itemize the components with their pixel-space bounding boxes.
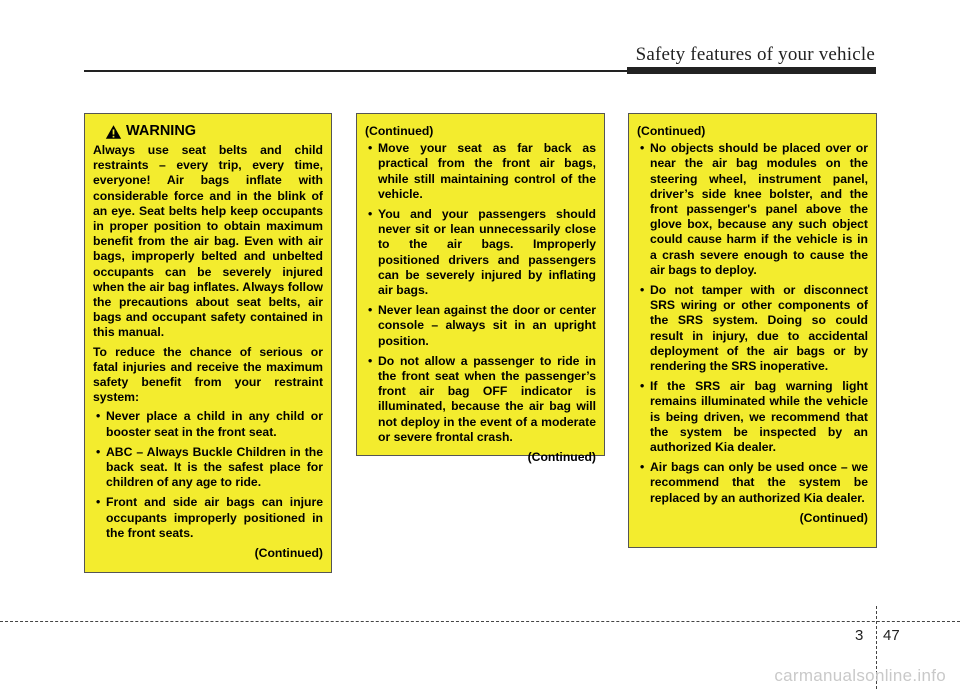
list-item bbox=[365, 354, 596, 445]
list-item-text: No objects should be placed over or near the air bag modules on the steering wheel, instrument panel, driver’s side knee bolster, and the front passenger's panel above the glove box, because any such object could cause harm if the vehicle is in a crash severe enough to cause the air bags to deploy. bbox=[650, 141, 868, 277]
continued-box-3 bbox=[628, 113, 877, 548]
list-item-text: Do not tamper with or disconnect SRS wiring or other components of the SRS system. Doing so could result in injury, due to accidental deployment of the air bags or by rendering the SRS inoperative. bbox=[650, 283, 868, 374]
list-item bbox=[365, 207, 596, 298]
list-item-text: Never place a child in any child or booster seat in the front seat. bbox=[106, 409, 323, 439]
warning-title: WARNING bbox=[126, 123, 197, 140]
continued-label-top: (Continued) bbox=[365, 124, 434, 138]
bullet-glyph: • bbox=[640, 460, 645, 475]
page-number: 47 bbox=[883, 627, 900, 644]
list-item bbox=[637, 460, 868, 506]
warning-paragraph: Always use seat belts and child restraints – every trip, every time, everyone! Air bags inflate with considerable force and in the blink of an eye. Seat belts help keep occupants in proper position to obtain maximum benefit from the air bag. Even with air bags, improperly belted and unbelted occupants can be severely injured when the air bag inflates. Always follow the precautions about seat belts, air bags and occupant safety contained in this manual. bbox=[93, 143, 323, 340]
bullet-glyph: • bbox=[368, 207, 373, 222]
list-item-text: Air bags can only be used once – we recommend that the system be replaced by an authorized Kia dealer. bbox=[650, 460, 868, 505]
bullet-glyph: • bbox=[640, 379, 645, 394]
list-item bbox=[637, 283, 868, 374]
list-item bbox=[637, 379, 868, 455]
continued-label: (Continued) bbox=[799, 510, 868, 525]
bullet-glyph: • bbox=[368, 353, 373, 368]
bullet-glyph: • bbox=[368, 141, 373, 156]
continued-label: (Continued) bbox=[527, 450, 596, 465]
warning-paragraph: To reduce the chance of serious or fatal injuries and receive the maximum safety benefit from your restraint system: bbox=[93, 344, 323, 405]
bullet-glyph: • bbox=[368, 303, 373, 318]
list-item-text: Do not allow a passenger to ride in the front seat when the passenger’s front air bag OFF indicator is illuminated, because the air bag will not deploy in the event of a moderate or severe frontal crash. bbox=[378, 353, 596, 444]
watermark: carmanualsonline.info bbox=[774, 666, 946, 685]
list-item-text: You and your passengers should never sit or lean unnecessarily close to the air bags. Improperly positioned drivers and passengers can be severely injured by inflating air bags. bbox=[378, 207, 596, 298]
warning-triangle-icon bbox=[105, 124, 122, 140]
header-rule-bold bbox=[627, 67, 876, 74]
list-item-text: ABC – Always Buckle Children in the back seat. It is the safest place for children of any age to ride. bbox=[106, 444, 323, 490]
bullet-glyph: • bbox=[96, 409, 101, 424]
list-item-text: Front and side air bags can injure occupants improperly positioned in the front seats. bbox=[106, 495, 323, 540]
list-item bbox=[637, 141, 868, 278]
page-header-title: Safety features of your vehicle bbox=[635, 44, 875, 65]
warning-bullet-list bbox=[93, 409, 323, 541]
bullet-glyph: • bbox=[96, 444, 101, 459]
list-item bbox=[365, 141, 596, 202]
warning-header bbox=[93, 124, 323, 140]
bullet-glyph: • bbox=[640, 141, 645, 156]
continued-box-2 bbox=[356, 113, 605, 465]
warning-box bbox=[84, 113, 332, 573]
list-item bbox=[93, 495, 323, 541]
list-item bbox=[365, 303, 596, 349]
list-item bbox=[93, 409, 323, 439]
bullet-glyph: • bbox=[640, 283, 645, 298]
section-number: 3 bbox=[855, 627, 864, 644]
bullet-list bbox=[365, 141, 596, 445]
header-rule bbox=[84, 70, 629, 72]
continued-label: (Continued) bbox=[254, 546, 323, 561]
bullet-list bbox=[637, 141, 868, 506]
list-item bbox=[93, 445, 323, 491]
list-item-text: Never lean against the door or center console – always sit in an upright position. bbox=[378, 303, 596, 348]
list-item-text: Move your seat as far back as practical from the front air bags, while still maintaining control of the vehicle. bbox=[378, 141, 596, 201]
bullet-glyph: • bbox=[96, 495, 101, 510]
continued-label-top: (Continued) bbox=[637, 124, 706, 138]
footer-rule bbox=[0, 621, 960, 622]
list-item-text: If the SRS air bag warning light remains illuminated while the vehicle is being driven, we recommend that the system be inspected by an authorized Kia dealer. bbox=[650, 379, 868, 455]
